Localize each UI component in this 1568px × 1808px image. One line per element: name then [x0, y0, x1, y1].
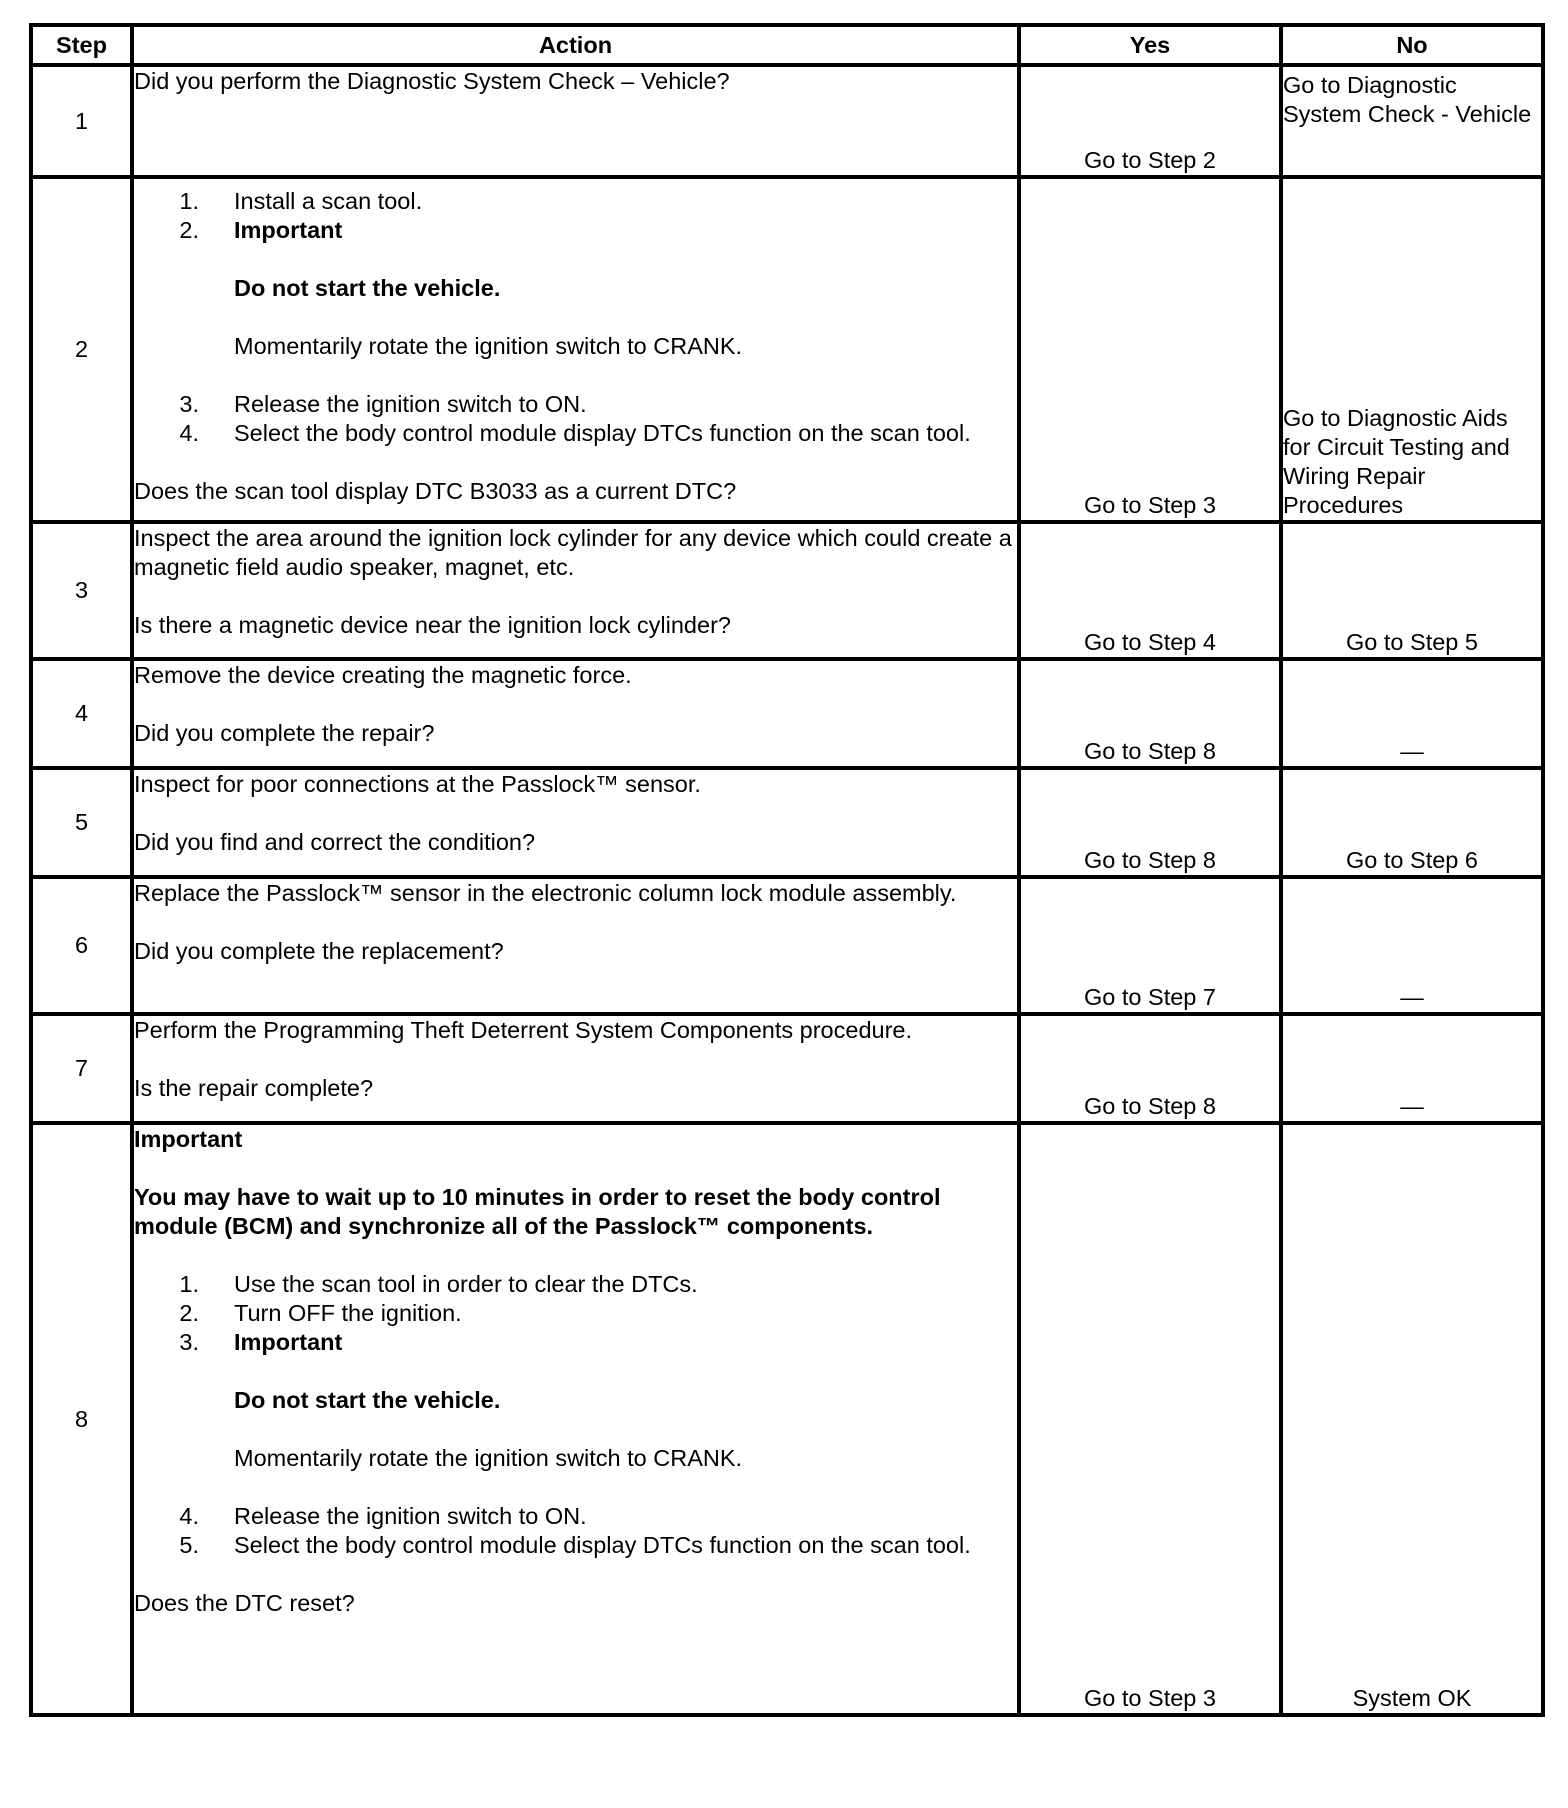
action-question: Is there a magnetic device near the ignition lock cylinder?	[134, 612, 731, 638]
action-text: Inspect the area around the ignition lock cylinder for any device which could create a magnetic field audio speaker, magnet, etc.	[134, 525, 1012, 580]
list-item	[134, 419, 1017, 448]
important-note: Do not start the vehicle.	[234, 1387, 501, 1413]
action-cell	[132, 877, 1019, 1014]
action-cell	[132, 659, 1019, 768]
header-action: Action	[132, 25, 1019, 65]
action-cell	[132, 522, 1019, 659]
table-row-step-7	[31, 1014, 1543, 1123]
table-row-step-3	[31, 522, 1543, 659]
list-item	[134, 1299, 1017, 1328]
list-item-text: Release the ignition switch to ON.	[234, 1503, 587, 1529]
yes-cell: Go to Step 8	[1019, 1014, 1281, 1123]
step-number: 7	[31, 1014, 132, 1123]
no-cell: Go to Diagnostic Aids for Circuit Testing and Wiring Repair Procedures	[1281, 177, 1543, 522]
action-cell	[132, 65, 1019, 177]
important-note: Do not start the vehicle.	[234, 275, 501, 301]
step-number: 1	[31, 65, 132, 177]
important-note: You may have to wait up to 10 minutes in order to reset the body control module (BCM) and synchronize all of the Passlock™ components.	[134, 1184, 941, 1239]
list-item-text: Turn OFF the ignition.	[234, 1300, 462, 1326]
no-cell: Go to Diagnostic System Check - Vehicle	[1281, 65, 1543, 177]
yes-cell: Go to Step 8	[1019, 768, 1281, 877]
table-row-step-2	[31, 177, 1543, 522]
step-number: 6	[31, 877, 132, 1014]
header-yes: Yes	[1019, 25, 1281, 65]
yes-cell: Go to Step 2	[1019, 65, 1281, 177]
list-item	[134, 390, 1017, 419]
important-label: Important	[234, 217, 343, 243]
no-cell: Go to Step 6	[1281, 768, 1543, 877]
action-text: Perform the Programming Theft Deterrent System Components procedure.	[134, 1017, 913, 1043]
important-text: Momentarily rotate the ignition switch to CRANK.	[234, 1445, 743, 1471]
yes-cell: Go to Step 7	[1019, 877, 1281, 1014]
no-cell: System OK	[1281, 1123, 1543, 1715]
action-question: Does the DTC reset?	[134, 1590, 355, 1616]
important-label: Important	[134, 1126, 243, 1152]
yes-cell: Go to Step 8	[1019, 659, 1281, 768]
action-text: Inspect for poor connections at the Passlock™ sensor.	[134, 771, 701, 797]
action-text: Remove the device creating the magnetic force.	[134, 662, 632, 688]
step-number: 2	[31, 177, 132, 522]
table-row-step-1	[31, 65, 1543, 177]
list-item-text: Select the body control module display DTCs function on the scan tool.	[234, 420, 971, 446]
important-text: Momentarily rotate the ignition switch to CRANK.	[234, 333, 743, 359]
yes-cell: Go to Step 3	[1019, 1123, 1281, 1715]
no-cell: —	[1281, 1014, 1543, 1123]
action-question: Is the repair complete?	[134, 1075, 374, 1101]
list-item-number: 3.	[179, 1329, 199, 1355]
list-item-number: 1.	[179, 1271, 199, 1297]
list-item-number: 2.	[179, 217, 199, 243]
table-row-step-8	[31, 1123, 1543, 1715]
yes-cell: Go to Step 4	[1019, 522, 1281, 659]
list-item	[134, 1502, 1017, 1531]
list-item-number: 4.	[179, 420, 199, 446]
list-item-number: 5.	[179, 1532, 199, 1558]
action-cell	[132, 768, 1019, 877]
list-item	[134, 216, 1017, 245]
list-item	[134, 1328, 1017, 1357]
step-number: 3	[31, 522, 132, 659]
no-cell: —	[1281, 659, 1543, 768]
table-row-step-6	[31, 877, 1543, 1014]
yes-cell: Go to Step 3	[1019, 177, 1281, 522]
header-step: Step	[31, 25, 132, 65]
action-cell	[132, 1123, 1019, 1715]
important-label: Important	[234, 1329, 343, 1355]
list-item-text: Release the ignition switch to ON.	[234, 391, 587, 417]
list-item-text: Use the scan tool in order to clear the DTCs.	[234, 1271, 698, 1297]
diagnostic-table	[29, 23, 1545, 1717]
action-question: Did you complete the repair?	[134, 720, 435, 746]
list-item-number: 1.	[179, 188, 199, 214]
list-item	[134, 187, 1017, 216]
list-item	[134, 1531, 1017, 1560]
list-item-text: Select the body control module display DTCs function on the scan tool.	[234, 1532, 971, 1558]
step-number: 8	[31, 1123, 132, 1715]
step-number: 4	[31, 659, 132, 768]
header-no: No	[1281, 25, 1543, 65]
action-question: Did you find and correct the condition?	[134, 829, 536, 855]
action-cell	[132, 1014, 1019, 1123]
no-cell: Go to Step 5	[1281, 522, 1543, 659]
action-cell	[132, 177, 1019, 522]
list-item-text: Install a scan tool.	[234, 188, 423, 214]
action-question: Did you perform the Diagnostic System Check – Vehicle?	[134, 68, 730, 94]
action-question: Did you complete the replacement?	[134, 938, 504, 964]
header-row	[31, 25, 1543, 65]
list-item-number: 3.	[179, 391, 199, 417]
list-item	[134, 1270, 1017, 1299]
action-text: Replace the Passlock™ sensor in the electronic column lock module assembly.	[134, 880, 957, 906]
list-item-number: 2.	[179, 1300, 199, 1326]
table-row-step-4	[31, 659, 1543, 768]
list-item-number: 4.	[179, 1503, 199, 1529]
step-number: 5	[31, 768, 132, 877]
no-cell: —	[1281, 877, 1543, 1014]
table-row-step-5	[31, 768, 1543, 877]
action-question: Does the scan tool display DTC B3033 as a current DTC?	[134, 478, 737, 504]
